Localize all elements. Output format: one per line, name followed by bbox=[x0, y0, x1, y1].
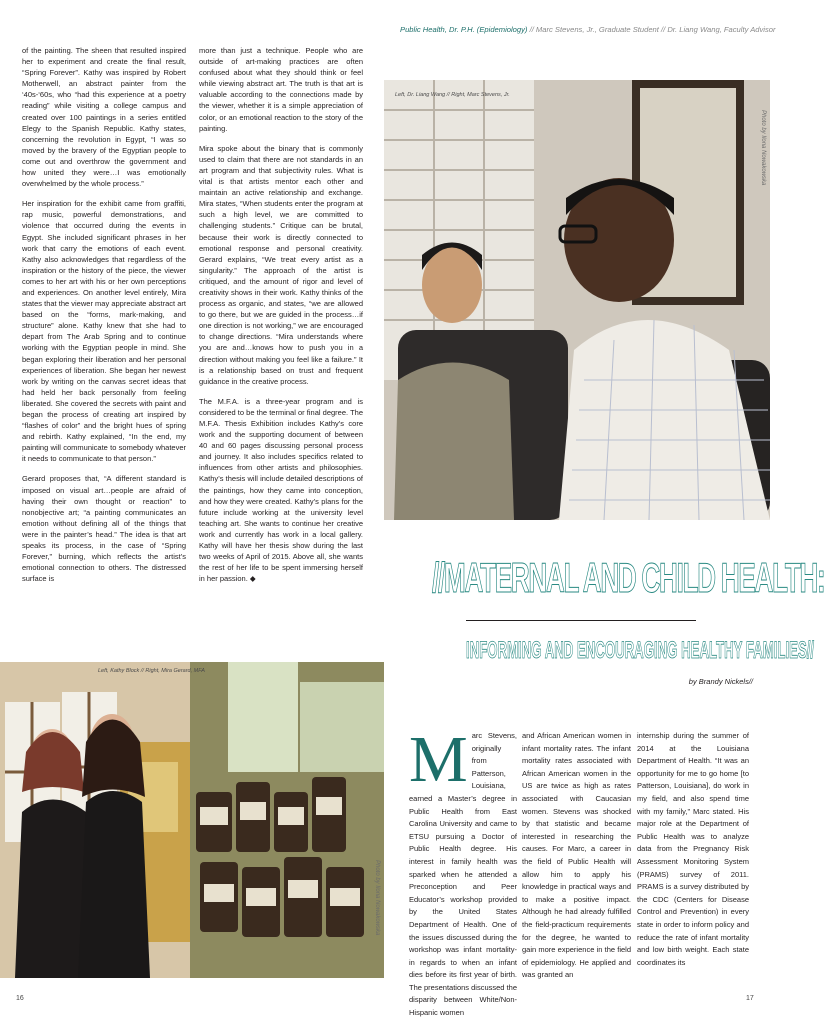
drop-cap: M bbox=[409, 723, 468, 796]
photo-wang-stevens bbox=[384, 80, 770, 520]
photo-illustration bbox=[0, 662, 384, 978]
header-separator: // bbox=[527, 25, 536, 34]
title-divider bbox=[466, 620, 696, 621]
paragraph: internship during the summer of 2014 at the Louisiana Department of Health. “It was an opportunity for me to go home [to Patterson, Louisiana], do work in my field, and also spend time with my family,” Marc stated. His major role at the Department of Public Health was to analyze data from the Pregnancy Risk Assessment Monitoring System (PRAMS) survey of 2011. PRAMS is a survey distributed by the CDC (Centers for Disease Control and Prevention) in every state in order to inform policy and reduce the rate of infant mortality and low birth weight. Each state coordinates its bbox=[637, 731, 749, 967]
left-article-column-1 bbox=[22, 45, 186, 593]
paragraph: arc Stevens, originally from Patterson, Louisiana, earned a Master’s degree in Public Health from East Carolina University and came to ETSU pursuing a Doctor of Public Health degree. His interest in family health was sparked when he attended a Preconception and Peer Educator’s workshop provided by the United States Department of Health. One of the issues discussed during the workshop was infant mortality- in regards to when an infant dies before its first year of birth. The presentations discussed the disparity between White/Non-Hispanic women bbox=[409, 731, 517, 1018]
photo-illustration bbox=[384, 80, 770, 520]
paragraph: of the painting. The sheen that resulted inspired her to experiment and create the final result, “Spring Forever”. Kathy was inspired by Robert Motherwell, an abstract painter from the ‘40s-‘60s, who “had this experience at a poetry reading” while visiting a college campus and created over 100 paintings in a series entitled Elegy to the Spanish Republic. Kathy states, concerning the revolution in Egypt, “I was so moved by the bravery of the Egyptian people to come out and overthrow the government and how united they were…I was emotionally overwhelmed by the whole process.” bbox=[22, 46, 186, 189]
left-article-column-2 bbox=[199, 45, 363, 593]
header-people: Marc Stevens, Jr., Graduate Student // Dr. Liang Wang, Faculty Advisor bbox=[535, 25, 776, 34]
byline: by Brandy Nickels// bbox=[688, 677, 753, 686]
photo-block-gerard bbox=[0, 662, 384, 978]
bottom-photo-credit: Photo by Ilona Nowakowska bbox=[374, 860, 380, 936]
feature-column-2 bbox=[522, 730, 631, 982]
running-header bbox=[400, 25, 776, 36]
paragraph: The M.F.A. is a three-year program and is considered to be the terminal or final degree. The M.F.A. Thesis Exhibition includes Kathy’s core work and the supporting document of between 40 and 60 pages discussing personal process and journey. It also includes specifics related to influences from other artists and philosophies. Kathy’s thesis will include detailed descriptions of the paintings, how they came into conception, and how they were created. Kathy’s plans for the future include working at the university level teaching art. She wants to continue her creative work and currently has work in a local gallery. Kathy will have her thesis show during the last two weeks of April of 2015. Above all, she wants the rest of her life to be spent immersing herself in her passion. ◆ bbox=[199, 396, 363, 584]
paragraph: Gerard proposes that, “A different standard is imposed on visual art…people are afraid of having their own thought or reaction” to nonobjective art; “a painting communicates an emotion without defining all of the things that were in the painter’s head.” The idea is that art speaks its process, in the case of “Spring Forever,” burning, which reflects the artist’s emotional connection to others. The distressed surface is bbox=[22, 474, 186, 584]
feature-column-1 bbox=[409, 723, 517, 1020]
paragraph: more than just a technique. People who are outside of art-making practices are often confused about what they should think or feel while viewing abstract art. The truth is that art is valuable according to the connections made by the viewer, whether it is a simple appreciation of color, or an emotional reaction to the story of the painting. bbox=[199, 46, 363, 133]
top-photo-caption: Left, Dr. Liang Wang // Right, Marc Stevens, Jr. bbox=[395, 92, 510, 98]
paragraph: Mira spoke about the binary that is commonly used to claim that there are not standards in an art program and that subjectivity rules. What is vital is that artists mentor each other and maintain an active relationship and exchange. Mira states, “When students enter the program at such a high level, we are committed to challenging students.” Critique can be brutal, because their work is directly connected to emotional response and personal creativity. Gerard explains, “We treat every artist as a singularity.” The approach of the artist is critiqued, and the amount of rigor and level of creativity shows in their work. Kathy thinks of the process as organic, and states, “we are allowed to go there, but we are guided in the process…if one direction is not working,” we are encouraged to change directions. “Mira understands where you are and…knows how to push you in a direction without making you feel like a failure.” It is a relationship based on trust and frequent guidance in the creative process. bbox=[199, 143, 363, 386]
bottom-photo-caption: Left, Kathy Block // Right, Mira Gerard, MFA bbox=[98, 668, 205, 674]
paragraph: and African American women in infant mortality rates. The infant mortality rates associated with African American women in the US are twice as high as rates associated with Caucasian women. Stevens was shocked by that statistic and became interested in researching the causes. For Marc, a career in the field of Public Health will allow him to apply his knowledge in practical ways and to make a positive impact. Although he had already fulfilled the field-practicum requirements for the degree, he wanted to gain more experience in the field of epidemiology. He applied and was granted an bbox=[522, 731, 631, 980]
header-section: Public Health, Dr. P.H. (Epidemiology) bbox=[400, 25, 528, 34]
feature-title: //MATERNAL AND CHILD HEALTH: bbox=[432, 554, 825, 601]
top-photo-credit: Photo by Ilona Nowakowska bbox=[760, 110, 766, 186]
page-number-right: 17 bbox=[746, 995, 754, 1002]
paragraph: Her inspiration for the exhibit came from graffiti, rap music, powerful demonstrations, and violence that occurred during the events in Egypt. She included significant phrases in her work that carry the emotions of each event. Kathy also acknowledges that regardless of the inspiration or the history of the piece, the viewer comes to her art with his or her own perceptions and experiences. On another level entirely, Mira states that the viewer may appreciate abstract art based on the “forms, mark-making, and structure” alone. Kathy knew that she had to depart from The Arab Spring and to continue working with the Egyptian people in mind. She began exploring their liberation and her personal experiences of liberation. She began her newest work by writing on the canvas secret ideas that had held her back personally from feeling liberated. She covered the secrets with paint and began the process of creating art inspired by “flashes of color” and the bright hues of spring and rebirth. Kathy explained, “In the end, my painting will communicate to somebody whatever it needs to communicate to that person.” bbox=[22, 199, 186, 464]
page-number-left: 16 bbox=[16, 995, 24, 1002]
feature-column-3 bbox=[637, 730, 749, 969]
feature-subtitle: INFORMING AND ENCOURAGING HEALTHY FAMILIES// bbox=[466, 637, 815, 664]
